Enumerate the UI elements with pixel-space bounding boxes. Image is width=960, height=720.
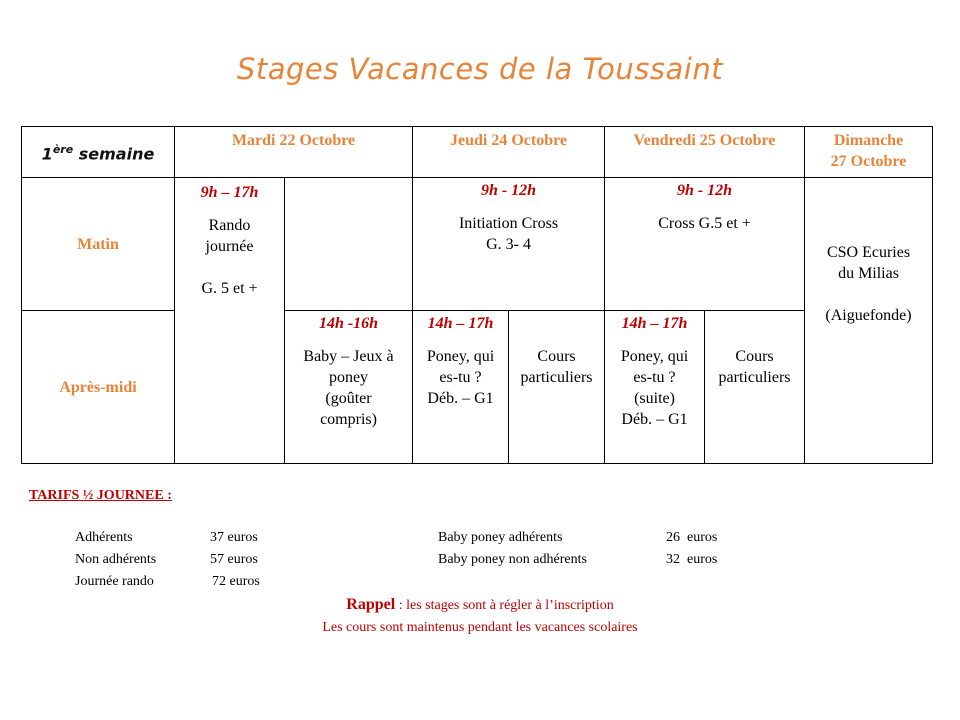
tarif-price: 32 euros <box>666 552 718 567</box>
cell-mardi-matin-empty <box>285 178 413 311</box>
cell-jeudi-poney: 14h – 17h Poney, qui es-tu ? Déb. – G1 <box>413 311 509 464</box>
cell-jeudi-matin: 9h - 12h Initiation Cross G. 3- 4 <box>413 178 605 311</box>
cell-vendredi-matin: 9h - 12h Cross G.5 et + <box>605 178 805 311</box>
header-jeudi: Jeudi 24 Octobre <box>413 127 605 178</box>
schedule-table <box>21 126 933 464</box>
cell-mardi-baby: 14h -16h Baby – Jeux à poney (goûter compris) <box>285 311 413 464</box>
tarif-label: Journée rando <box>75 574 154 589</box>
header-vendredi: Vendredi 25 Octobre <box>605 127 805 178</box>
tarif-label: Non adhérents <box>75 552 157 567</box>
rappel-bold: Rappel <box>346 596 396 613</box>
cell-mardi-rando: 9h – 17h Rando journée G. 5 et + <box>175 178 285 464</box>
row-label-apres-midi: Après-midi <box>22 311 175 464</box>
cell-vendredi-poney: 14h – 17h Poney, qui es-tu ? (suite) Déb. – G1 <box>605 311 705 464</box>
tarif-label: Baby poney adhérents <box>438 530 563 545</box>
tarif-label: Adhérents <box>75 530 133 545</box>
tarif-price: 57 euros <box>210 552 258 567</box>
page-title: Stages Vacances de la Toussaint <box>236 52 724 86</box>
header-mardi: Mardi 22 Octobre <box>175 127 413 178</box>
header-dimanche: Dimanche 27 Octobre <box>805 127 933 178</box>
rappel-text: : les stages sont à régler à l’inscription <box>395 598 614 613</box>
cell-dimanche-cso: CSO Ecuries du Milias (Aiguefonde) <box>805 178 933 464</box>
rappel-line2: Les cours sont maintenus pendant les vacances scolaires <box>322 620 638 635</box>
rappel-notice <box>0 596 960 614</box>
tarifs-heading: TARIFS ½ JOURNEE : <box>29 488 172 503</box>
tarif-price: 37 euros <box>210 530 258 545</box>
cell-jeudi-cours: Cours particuliers <box>509 311 605 464</box>
cell-vendredi-cours: Cours particuliers <box>705 311 805 464</box>
row-label-matin: Matin <box>22 178 175 311</box>
week-label: 1ère semaine <box>22 127 175 178</box>
tarif-price: 26 euros <box>666 530 718 545</box>
tarif-label: Baby poney non adhérents <box>438 552 587 567</box>
tarif-price: 72 euros <box>212 574 260 589</box>
